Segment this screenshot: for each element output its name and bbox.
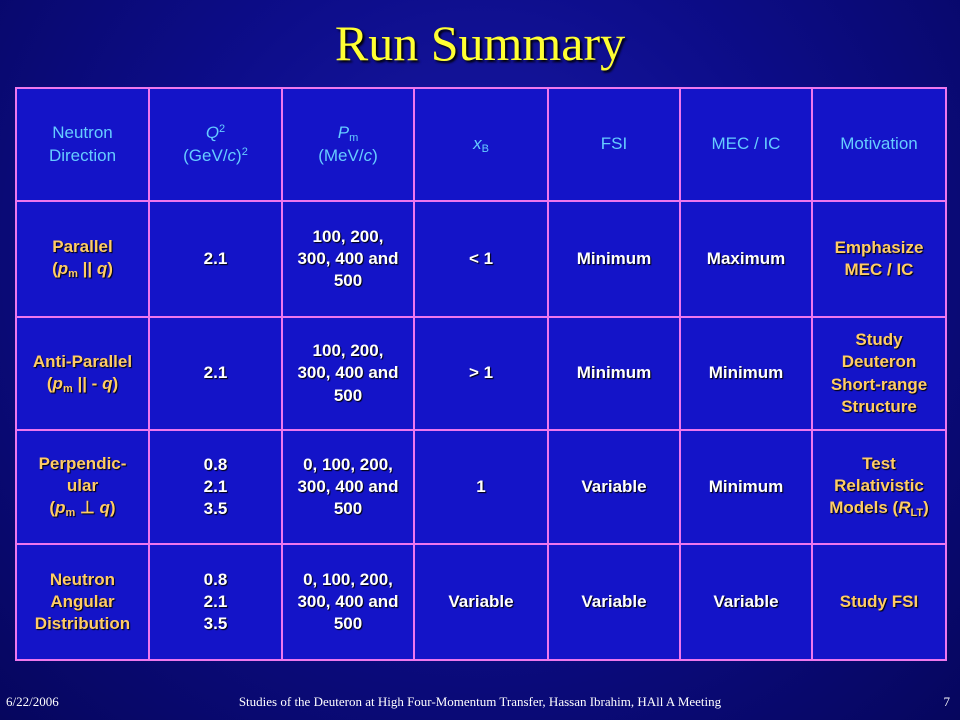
table-row <box>16 317 946 430</box>
row-motivation: Study Deuteron Short-range Structure <box>812 317 946 430</box>
run-summary-table <box>15 87 947 661</box>
row-xb: < 1 <box>414 201 548 317</box>
row-direction: Parallel ($p_m$ || q) <box>16 201 149 317</box>
row-mec-ic: Variable <box>680 544 812 660</box>
row-mec-ic: Maximum <box>680 201 812 317</box>
row-direction: Anti-Parallel ($p_m$ || - q) <box>16 317 149 430</box>
row-q2: 2.1 <box>149 201 282 317</box>
row-fsi: Variable <box>548 544 680 660</box>
row-fsi: Minimum <box>548 317 680 430</box>
row-mec-ic: Minimum <box>680 430 812 544</box>
table-row <box>16 201 946 317</box>
row-fsi: Minimum <box>548 201 680 317</box>
row-xb: 1 <box>414 430 548 544</box>
row-mec-ic: Minimum <box>680 317 812 430</box>
header-neutron-direction: Neutron Direction <box>16 88 149 201</box>
header-fsi: FSI <box>548 88 680 201</box>
slide-title: Run Summary <box>334 15 626 71</box>
row-pm: 0, 100, 200, 300, 400 and 500 <box>282 430 414 544</box>
row-xb: Variable <box>414 544 548 660</box>
header-mec-ic: MEC / IC <box>680 88 812 201</box>
row-motivation: Study FSI <box>812 544 946 660</box>
row-fsi: Variable <box>548 430 680 544</box>
row-direction: Neutron Angular Distribution <box>16 544 149 660</box>
table-header-row <box>16 88 946 201</box>
header-q2: $Q^2$ $(GeV/c)^2$ <box>149 88 282 201</box>
table-row <box>16 544 946 660</box>
row-q2: 0.8 2.1 3.5 <box>149 544 282 660</box>
row-direction: Perpendic- ular ($p_m$ ⊥ q) <box>16 430 149 544</box>
row-pm: 100, 200, 300, 400 and 500 <box>282 317 414 430</box>
row-q2: 0.8 2.1 3.5 <box>149 430 282 544</box>
row-pm: 0, 100, 200, 300, 400 and 500 <box>282 544 414 660</box>
row-motivation: Emphasize MEC / IC <box>812 201 946 317</box>
header-xb: $x_B$ <box>414 88 548 201</box>
header-pm: $P_m$ (MeV/c) <box>282 88 414 201</box>
footer-page-number: 7 <box>943 694 950 709</box>
row-q2: 2.1 <box>149 317 282 430</box>
row-pm: 100, 200, 300, 400 and 500 <box>282 201 414 317</box>
row-xb: > 1 <box>414 317 548 430</box>
row-motivation: Test Relativistic Models $(R_{LT})$ <box>812 430 946 544</box>
header-motivation: Motivation <box>812 88 946 201</box>
footer-title: Studies of the Deuteron at High Four-Momentum Transfer, Hassan Ibrahim, HAll A Meeting <box>238 694 722 709</box>
table-row <box>16 430 946 544</box>
footer-date: 6/22/2006 <box>6 694 59 709</box>
